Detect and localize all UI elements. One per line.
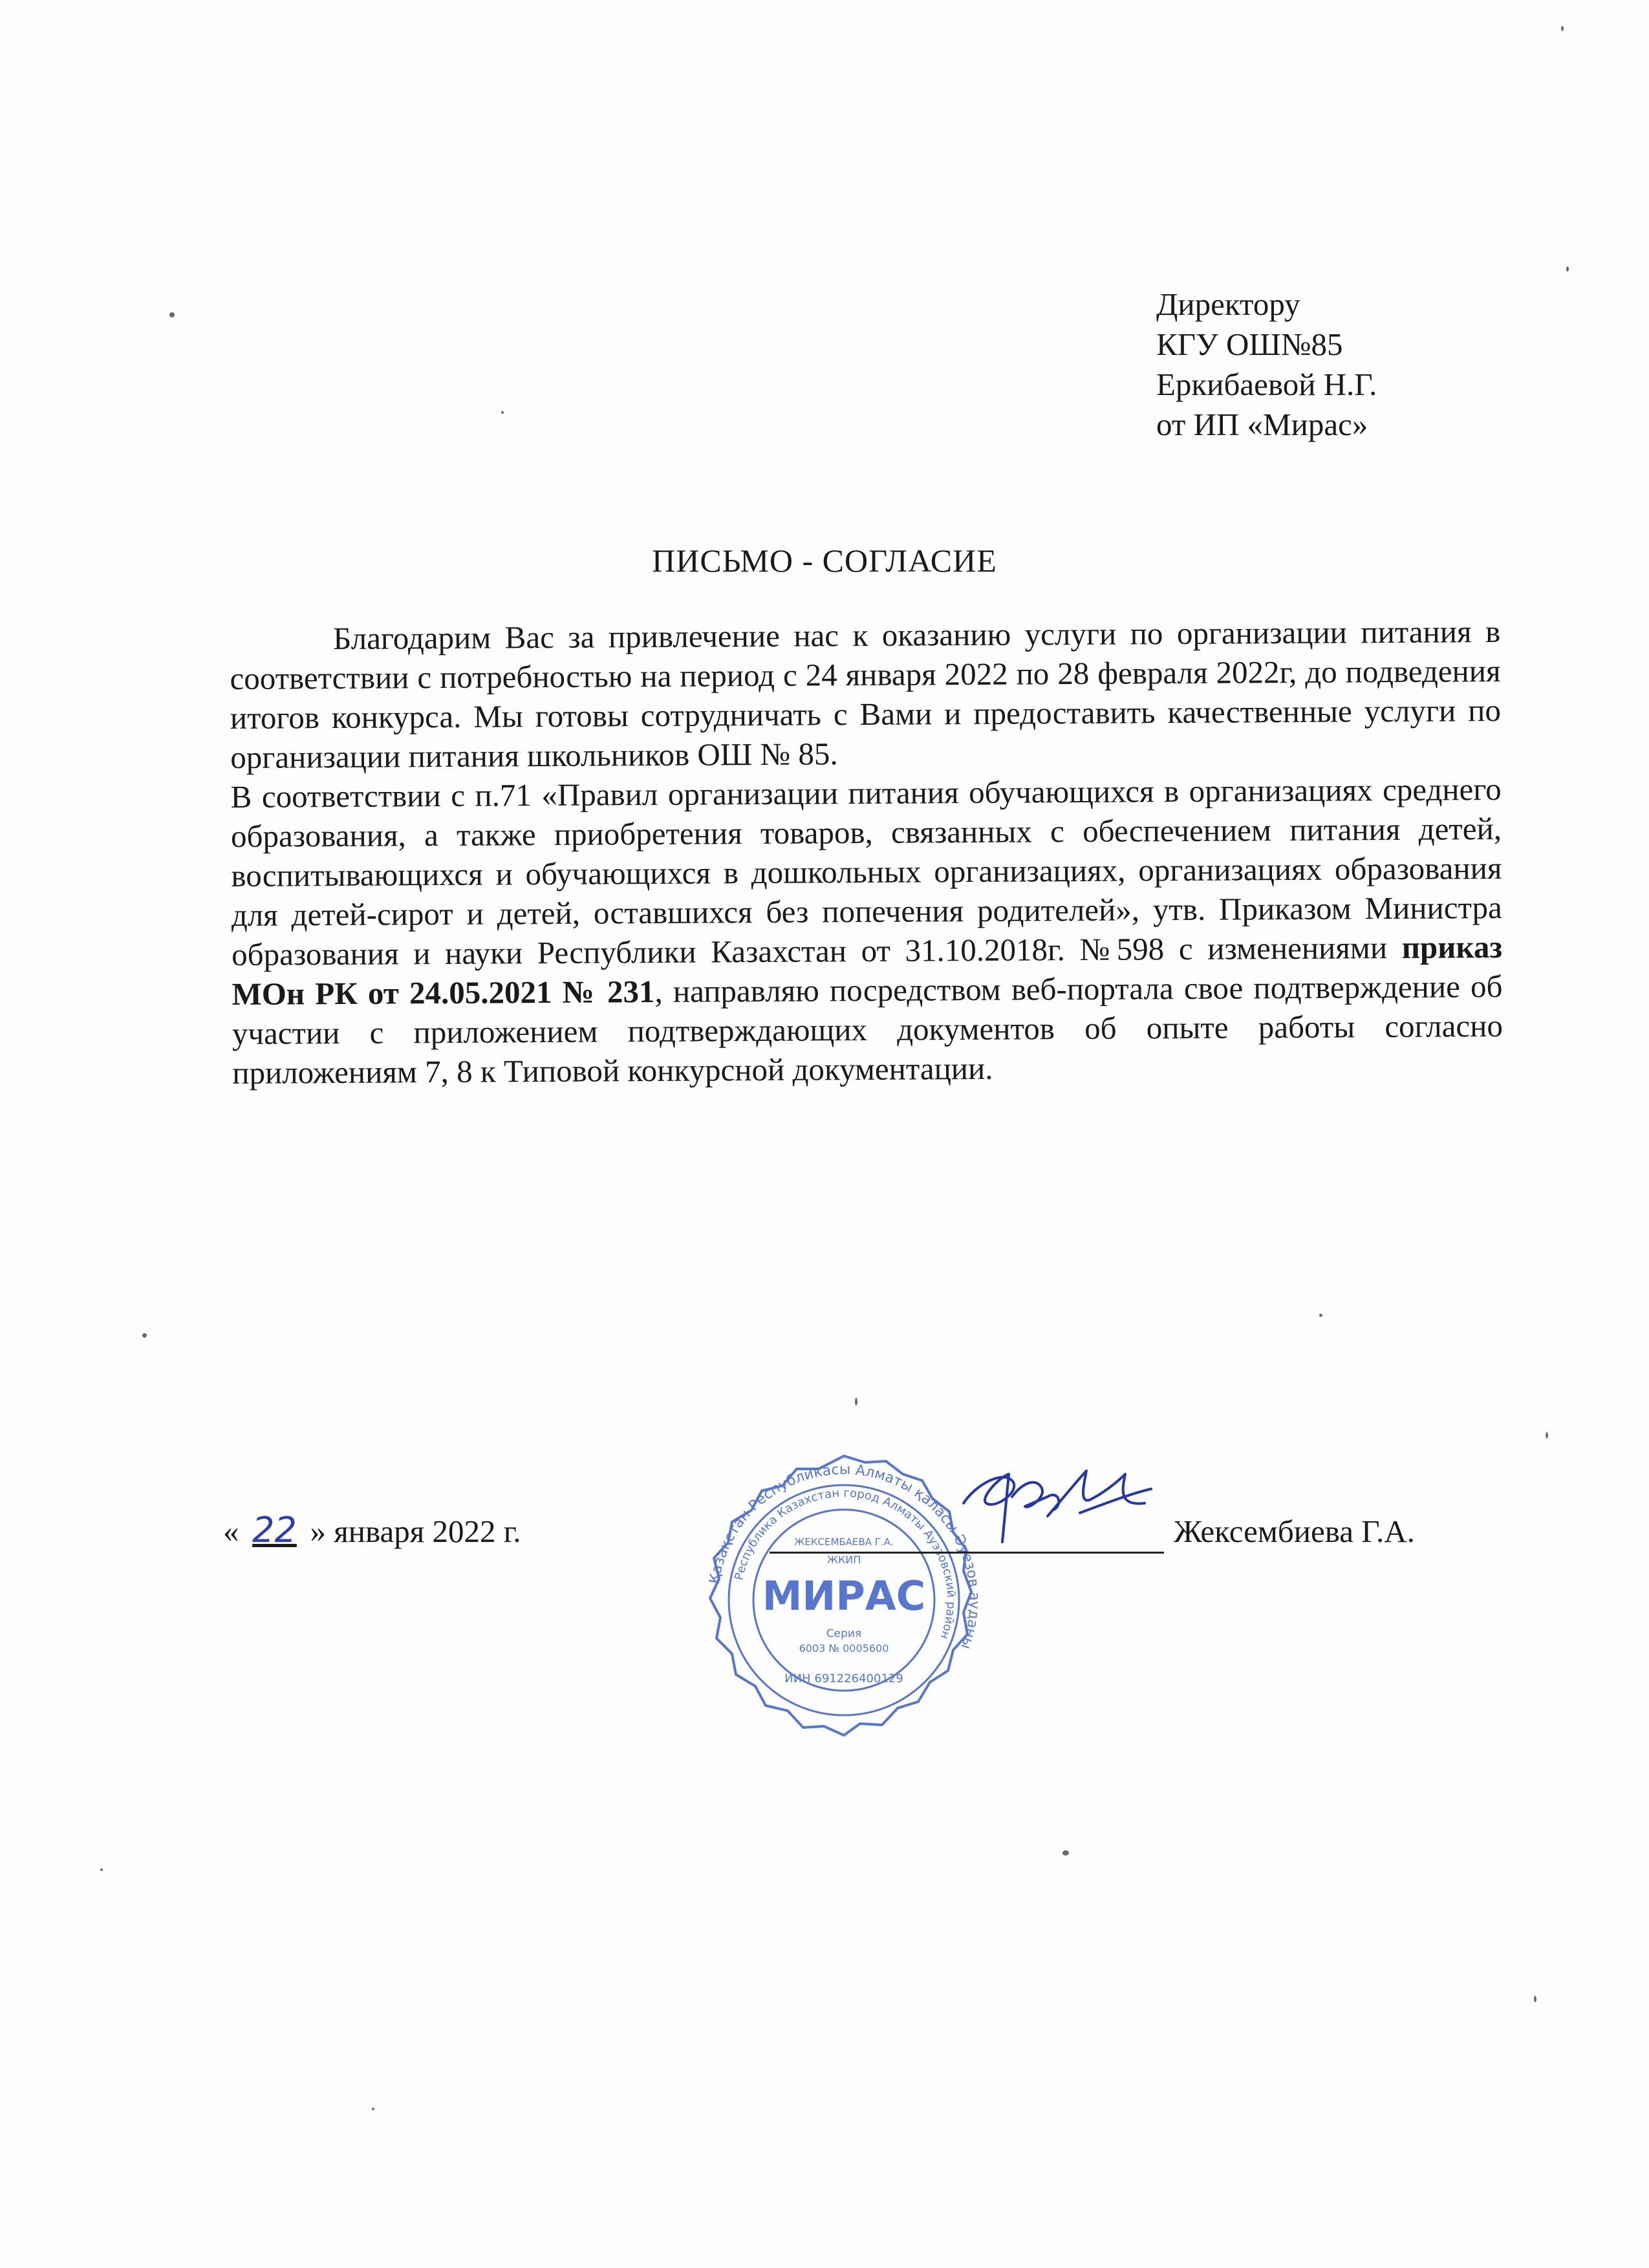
stamp-outer-text: Қазақстан Республикасы Алматы қаласы Әуезов ауданы	[706, 1461, 983, 1651]
signature-stroke	[1012, 1482, 1059, 1510]
body-paragraph-2-text-end: , направляю посредством веб-портала свое подтверждение об участии с приложением подтверждающих документов об опыте работы согласно приложениям 7, 8 к Типовой конкурсной документации.	[232, 968, 1503, 1091]
scan-speck	[855, 1398, 857, 1406]
scan-speck	[1319, 1314, 1322, 1317]
scan-speck	[1534, 1996, 1536, 2002]
addressee-line: КГУ ОШ№85	[1156, 326, 1343, 362]
stamp-inner-text: Республика Казахстан город Алматы Ауэзовский район	[732, 1486, 958, 1641]
scan-speck	[1561, 26, 1564, 31]
handwritten-signature	[951, 1458, 1158, 1555]
date-close-quote: »	[310, 1514, 326, 1549]
body-paragraph-2	[230, 769, 1503, 1093]
body-paragraph-1: Благодарим Вас за привлечение нас к оказанию услуги по организации питания в соответствии с потребностью на период с 24 января 2022 по 28 февраля 2022г, до подведения итогов конкурса. Мы готовы сотрудничать с Вами и предоставить качественные услуги по организации питания школьников ОШ № 85.	[230, 613, 1502, 775]
letter-body	[230, 612, 1503, 1093]
stamp-top-small: ЖЕКСЕМБАЕВА Г.А.	[794, 1536, 894, 1548]
date-day-handwritten: 22	[252, 1510, 297, 1550]
addressee-line: Еркибаевой Н.Г.	[1156, 367, 1377, 402]
signer-name: Жексембиева Г.А.	[1174, 1514, 1415, 1549]
scan-speck	[1546, 1432, 1548, 1439]
addressee-line: от ИП «Мирас»	[1156, 407, 1368, 442]
scan-speck	[1566, 266, 1569, 272]
stamp-series: Серия	[826, 1627, 862, 1640]
stamp-center-name: МИРАС	[762, 1572, 926, 1620]
body-paragraph-2-text: В соответствии с п.71 «Правил организации питания обучающихся в организациях среднего образования, а также приобретения товаров, связанных с обеспечением питания детей, воспитывающихся и обучающихся в дошкольных организациях, организациях образования для детей-сирот и детей, оставшихся без попечения родителей», утв. Приказом Министра образования и науки Республики Казахстан от 31.10.2018г. №598 с изменениями	[230, 771, 1502, 972]
date-open-quote: «	[223, 1514, 239, 1549]
scan-speck	[169, 312, 175, 317]
document-title: ПИСЬМО - СОГЛАСИЕ	[652, 542, 997, 579]
signature-strokes	[964, 1471, 1151, 1542]
scan-speck	[501, 411, 504, 414]
addressee-block	[1156, 284, 1377, 445]
stamp-series-number: 6003 № 0005600	[799, 1642, 889, 1654]
signature-stroke	[1048, 1471, 1145, 1516]
order-reference: приказ МОн РК от 24.05.2021 № 231	[232, 928, 1503, 1012]
date-month-year: января 2022 г.	[326, 1514, 521, 1549]
stamp-iin: ИИН 691226400129	[784, 1672, 903, 1685]
scan-speck	[1062, 1850, 1069, 1856]
stamp-label-small: ЖКИП	[826, 1554, 861, 1566]
scan-speck	[372, 2108, 374, 2110]
scan-speck	[100, 1868, 103, 1871]
signature-stroke	[1080, 1489, 1151, 1513]
date-line	[223, 1510, 521, 1550]
addressee-line: Директору	[1156, 286, 1300, 322]
signature-stroke	[964, 1474, 1014, 1542]
scan-speck	[142, 1333, 147, 1338]
